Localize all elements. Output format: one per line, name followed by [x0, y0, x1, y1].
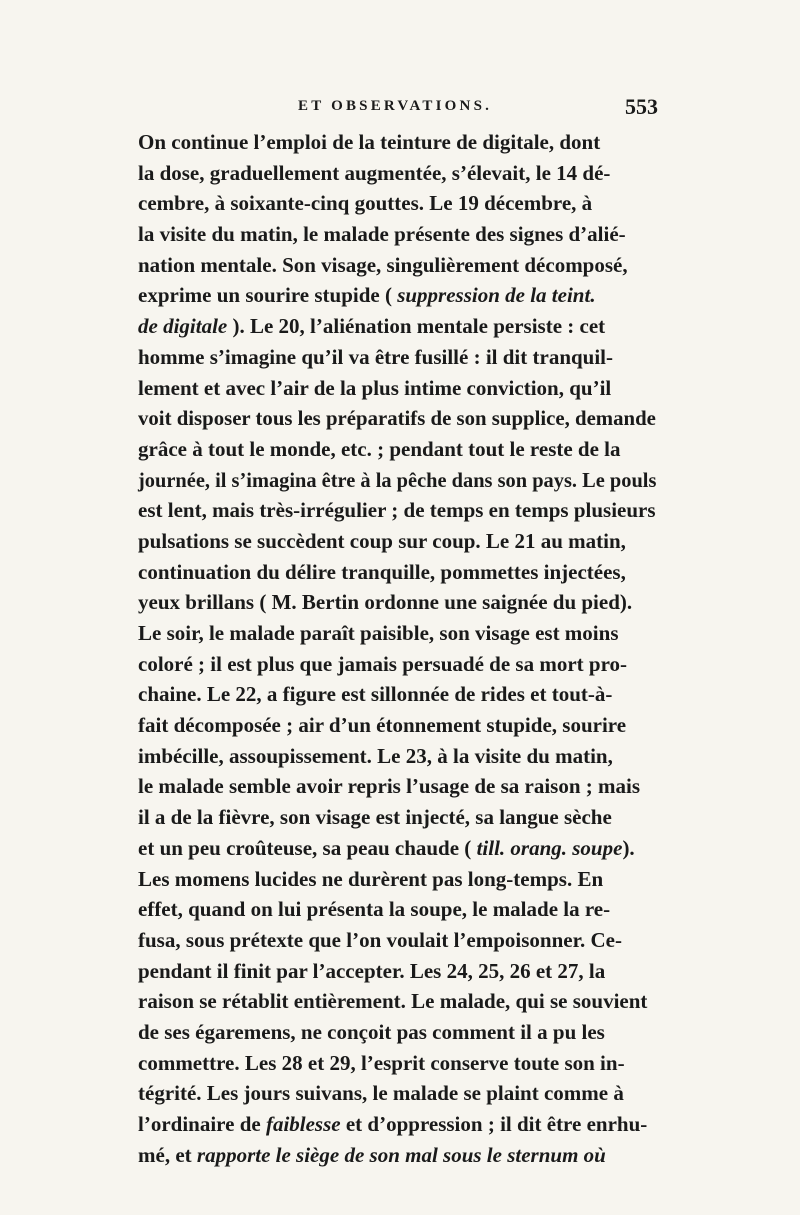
text-line	[138, 802, 656, 833]
text-line	[138, 465, 656, 496]
text-line	[138, 188, 656, 219]
text-run: la dose, graduellement augmentée, s’élevait, le 14 dé-	[138, 160, 611, 185]
text-run: pendant il finit par l’accepter. Les 24, 25, 26 et 27, la	[138, 958, 606, 983]
text-line	[138, 771, 656, 802]
text-line	[138, 403, 656, 434]
text-line	[138, 342, 656, 373]
text-line	[138, 280, 656, 311]
text-line	[138, 587, 656, 618]
text-line	[138, 127, 656, 158]
text-line	[138, 526, 656, 557]
text-run: lement et avec l’air de la plus intime conviction, qu’il	[138, 375, 612, 400]
text-line	[138, 1109, 656, 1140]
text-run: coloré ; il est plus que jamais persuadé de sa mort pro-	[138, 651, 627, 676]
text-line	[138, 158, 656, 189]
text-line	[138, 1017, 656, 1048]
text-run: mé, et	[138, 1142, 197, 1167]
text-line	[138, 986, 656, 1017]
text-run: est lent, mais très-irrégulier ; de temps en temps plusieurs	[138, 498, 656, 523]
text-run: homme s’imagine qu’il va être fusillé : il dit tranquil-	[138, 344, 614, 369]
text-run: exprime un sourire stupide (	[138, 283, 398, 308]
text-line	[138, 311, 656, 342]
text-run: raison se rétablit entièrement. Le malade, qui se souvient	[138, 989, 648, 1014]
text-line	[138, 864, 656, 895]
text-line	[138, 833, 656, 864]
page-number: 553	[625, 94, 658, 119]
text-line	[138, 925, 656, 956]
text-line	[138, 894, 656, 925]
text-line	[138, 495, 656, 526]
text-run: Le soir, le malade paraît paisible, son visage est moins	[138, 621, 619, 645]
text-run: commettre. Les 28 et 29, l’esprit conserve toute son in-	[138, 1050, 625, 1075]
text-run: pulsations se succèdent coup sur coup. Le 21 au matin,	[138, 528, 626, 553]
text-line	[138, 710, 656, 741]
text-run: fusa, sous prétexte que l’on voulait l’empoisonner. Ce-	[138, 927, 622, 952]
text-run: imbécille, assoupissement. Le 23, à la visite du matin,	[138, 743, 613, 768]
text-line	[138, 649, 656, 680]
page-header	[138, 94, 658, 124]
text-run: ). Le 20, l’aliénation mentale persiste : cet	[227, 314, 606, 339]
text-line	[138, 679, 656, 710]
text-run: l’ordinaire de	[138, 1112, 266, 1136]
text-line	[138, 250, 656, 281]
text-line	[138, 1140, 656, 1171]
text-run: continuation du délire tranquille, pommettes injectées,	[138, 559, 626, 584]
text-run: nation mentale. Son visage, singulièrement décomposé,	[138, 252, 628, 277]
italic-text: faiblesse	[265, 1112, 341, 1136]
text-run: de ses égaremens, ne conçoit pas comment il a pu les	[138, 1019, 605, 1044]
text-run: Les momens lucides ne durèrent pas long-temps. En	[138, 866, 604, 891]
text-line	[138, 219, 656, 250]
text-line	[138, 557, 656, 588]
text-run: On continue l’emploi de la teinture de digitale, dont	[138, 130, 601, 154]
text-run: grâce à tout le monde, etc. ; pendant tout le reste de la	[138, 436, 621, 461]
text-line	[138, 741, 656, 772]
text-run: yeux brillans ( M. Bertin ordonne une saignée du pied).	[138, 590, 633, 615]
text-run: ).	[622, 835, 635, 860]
text-run: cembre, à soixante-cinq gouttes. Le 19 décembre, à	[138, 191, 593, 216]
text-run: fait décomposée ; air d’un étonnement stupide, sourire	[138, 713, 627, 738]
text-line	[138, 618, 656, 649]
text-run: journée, il s’imagina être à la pêche dans son pays. Le pouls	[138, 467, 657, 492]
italic-text: suppression de la teint.	[397, 283, 596, 308]
text-line	[138, 1078, 656, 1109]
text-line	[138, 956, 656, 987]
italic-text: de digitale	[138, 314, 228, 339]
body-text	[138, 127, 656, 1170]
italic-text: till. orang. soupe	[476, 835, 623, 860]
text-run: chaine. Le 22, a figure est sillonnée de rides et tout-à-	[138, 682, 613, 707]
text-run: voit disposer tous les préparatifs de son supplice, demande	[138, 406, 656, 431]
text-run: le malade semble avoir repris l’usage de sa raison ; mais	[138, 774, 641, 799]
running-title: ET OBSERVATIONS.	[298, 98, 493, 114]
text-line	[138, 373, 656, 404]
text-run: et un peu croûteuse, sa peau chaude (	[138, 835, 477, 860]
italic-text: rapporte le siège de son mal sous le sternum où	[196, 1142, 606, 1167]
text-line	[138, 1048, 656, 1079]
text-run: tégrité. Les jours suivans, le malade se plaint comme à	[138, 1081, 624, 1106]
text-run: la visite du matin, le malade présente des signes d’alié-	[138, 222, 626, 247]
text-run: et d’oppression ; il dit être enrhu-	[340, 1112, 648, 1136]
text-run: effet, quand on lui présenta la soupe, le malade la re-	[138, 897, 611, 922]
text-line	[138, 434, 656, 465]
text-run: il a de la fièvre, son visage est injecté, sa langue sèche	[138, 805, 612, 830]
